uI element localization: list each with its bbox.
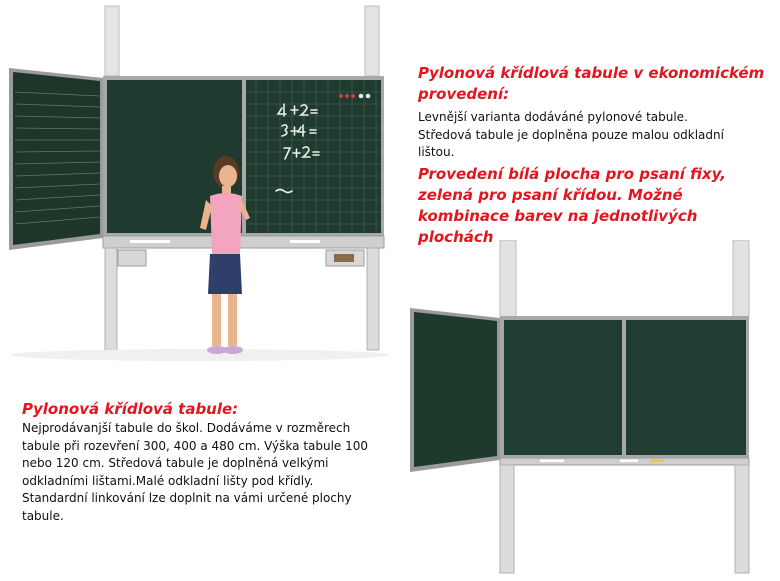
- economy-description: [418, 109, 768, 162]
- standard-description-line: odkladními lištami.Malé odkladní lišty pod křídly.: [22, 473, 314, 488]
- economy-description-line: Středová tabule je doplněna pouze malou odkladní: [418, 127, 724, 142]
- standard-heading: [22, 399, 382, 420]
- standard-description-line: tabule.: [22, 508, 64, 523]
- standard-description: [22, 420, 397, 525]
- economy-highlight-line: kombinace barev na jednotlivých: [418, 207, 698, 225]
- economy-heading-line: Pylonová křídlová tabule v ekonomickém: [418, 64, 765, 82]
- economy-highlight-line: plochách: [418, 228, 494, 246]
- economy-heading: [418, 63, 768, 105]
- economy-description-line: Levnější varianta dodáváné pylonové tabule.: [418, 110, 688, 124]
- economy-highlight-line: zelená pro psaní křídou. Možné: [418, 186, 683, 204]
- photo-pylon-board-economy: [400, 240, 780, 577]
- standard-heading-line: Pylonová křídlová tabule:: [22, 400, 239, 418]
- economy-highlight: [418, 164, 773, 248]
- photo-pylon-board-with-girl: [0, 0, 395, 365]
- standard-description-line: Standardní linkování lze doplnit na vámi určené plochy: [22, 491, 352, 505]
- standard-description-line: Nejprodávanjší tabule do škol. Dodáváme v rozměrech: [22, 421, 351, 435]
- standard-description-line: nebo 120 cm. Středová tabule je doplněná velkými: [22, 456, 329, 470]
- standard-description-line: tabule při rozevření 300, 400 a 480 cm. Výška tabule 100: [22, 438, 369, 453]
- economy-description-line: lištou.: [418, 145, 455, 159]
- economy-heading-line: provedení:: [418, 85, 510, 103]
- economy-highlight-line: Provedení bílá plocha pro psaní fixy,: [418, 165, 726, 183]
